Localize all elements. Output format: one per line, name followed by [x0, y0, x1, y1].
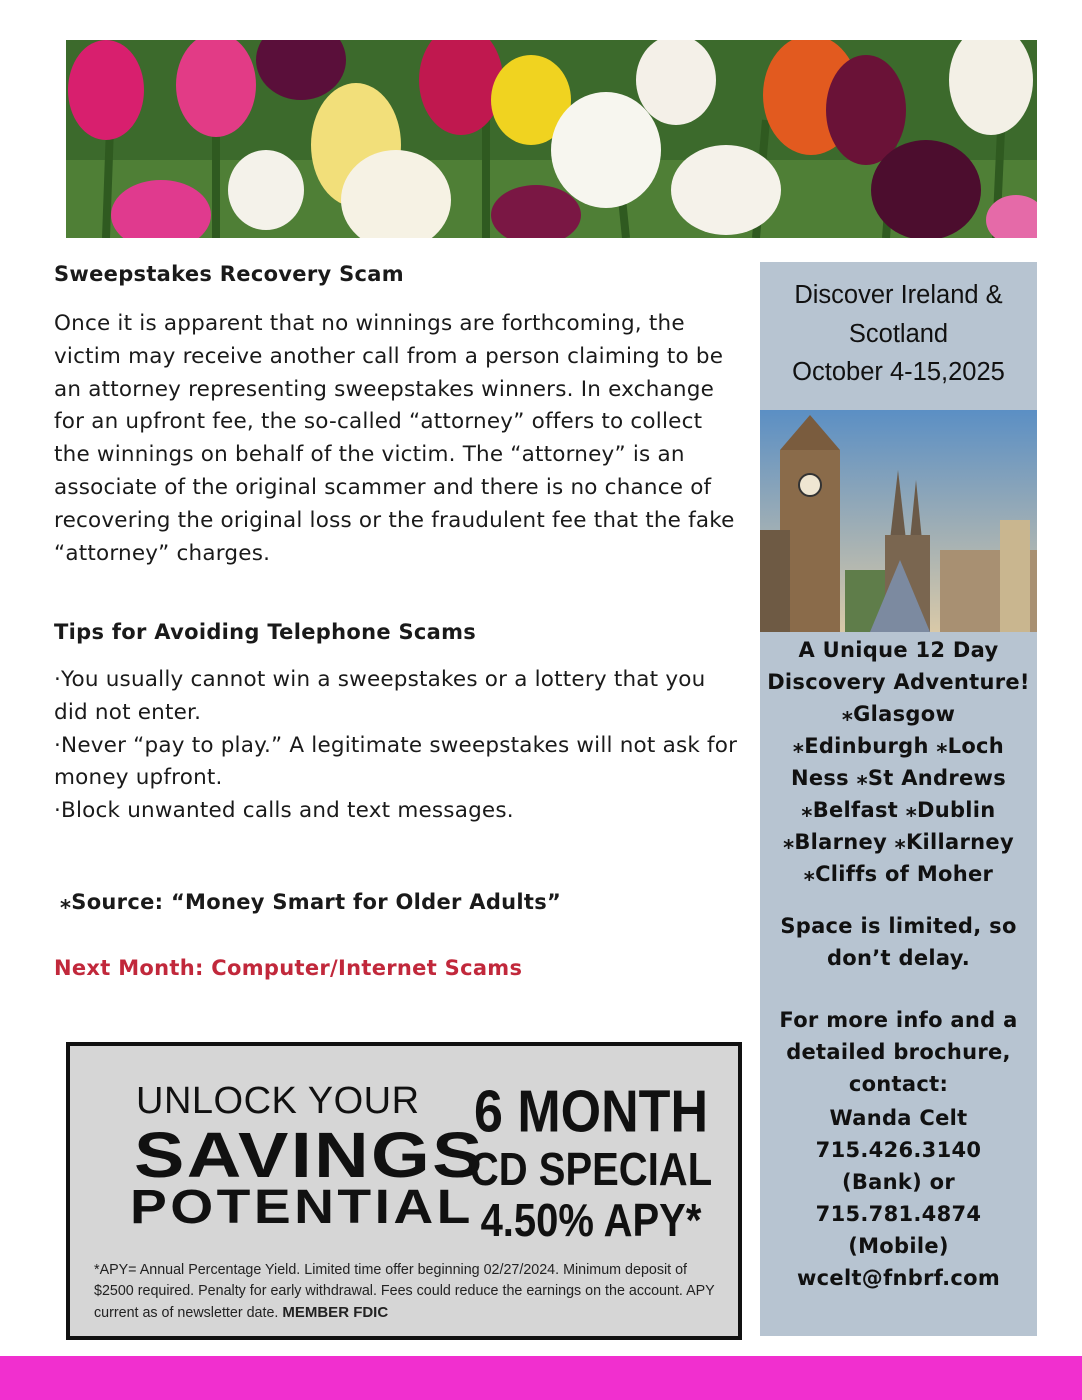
trip-itinerary [760, 634, 1037, 890]
itinerary-line: ⁎Belfast ⁎Dublin [801, 798, 996, 822]
ad-disclaimer: *APY= Annual Percentage Yield. Limited time offer beginning 02/27/2024. Minimum deposit of $2500 required. Penalty for early withdrawal. Fees could reduce the earnings on the account. APY current as of newsletter date. [94, 1262, 715, 1321]
ad-headline-unlock: UNLOCK YOUR [136, 1080, 420, 1122]
tip-item: ·Block unwanted calls and text messages. [54, 798, 514, 824]
contact-phone-label: (Bank) or [841, 1170, 956, 1194]
tulip-banner-image [66, 40, 1037, 238]
source-citation: ⁎Source: “Money Smart for Older Adults” [60, 890, 562, 914]
itinerary-line: ⁎Edinburgh ⁎Loch [792, 734, 1005, 758]
itinerary-line: ⁎Glasgow [841, 702, 956, 726]
itinerary-line: ⁎Cliffs of Moher [803, 862, 994, 886]
space-limited-note [760, 910, 1037, 974]
member-fdic: MEMBER FDIC [282, 1304, 389, 1321]
trip-title-line: Discover Ireland & [794, 281, 1003, 309]
ad-offer-product: CD SPECIAL [469, 1144, 713, 1196]
tips-heading: Tips for Avoiding Telephone Scams [54, 620, 477, 644]
info-line: contact: [848, 1072, 949, 1096]
tulip-flowers-photo [66, 40, 1037, 238]
ad-offer-term: 6 MONTH [474, 1078, 708, 1146]
next-month-teaser: Next Month: Computer/Internet Scams [54, 956, 523, 980]
edinburgh-clock-tower-photo [760, 410, 1037, 632]
ad-headline-savings: SAVINGS [134, 1119, 485, 1191]
space-line: don’t delay. [826, 946, 971, 970]
itinerary-line: ⁎Blarney ⁎Killarney [783, 830, 1014, 854]
ad-headline-potential: POTENTIAL [130, 1181, 474, 1234]
ad-offer [460, 1078, 722, 1247]
tips-list [54, 664, 744, 828]
itinerary-line: Ness ⁎St Andrews [790, 766, 1007, 790]
cd-special-ad [66, 1042, 742, 1340]
itinerary-line: A Unique 12 Day [798, 638, 999, 662]
sweepstakes-paragraph: Once it is apparent that no winnings are forthcoming, the victim may receive another call from a person claiming to be an attorney representing sweepstakes winners. In exchange for an upfront fee, the so-called “attorney” offers to collect the winnings on behalf of the victim. The “attorney” is an associate of the original scammer and there is no chance of recovering the original loss or the fraudulent fee that the fake “attorney” charges. [54, 311, 735, 566]
ad-offer-rate: 4.50% APY* [480, 1195, 702, 1247]
tip-item: ·You usually cannot win a sweepstakes or a lottery that you did not enter. [54, 667, 706, 725]
trip-title [760, 276, 1037, 392]
contact-email[interactable]: wcelt@fnbrf.com [796, 1266, 1001, 1290]
travel-sidebar [760, 262, 1037, 1336]
contact-phone-mobile[interactable]: 715.781.4874 [815, 1202, 982, 1226]
info-line: For more info and a [779, 1008, 1018, 1032]
contact-phone-bank[interactable]: 715.426.3140 [815, 1138, 982, 1162]
itinerary-line: Discovery Adventure! [767, 670, 1030, 694]
footer-bar [0, 1356, 1082, 1400]
contact-details [760, 1102, 1037, 1294]
edinburgh-photo [760, 410, 1037, 632]
trip-dates: October 4-15,2025 [792, 358, 1005, 386]
info-line: detailed brochure, [786, 1040, 1011, 1064]
trip-title-line: Scotland [848, 319, 949, 348]
sweepstakes-heading: Sweepstakes Recovery Scam [54, 262, 404, 286]
contact-name: Wanda Celt [829, 1106, 968, 1130]
space-line: Space is limited, so [780, 914, 1017, 938]
contact-phone-label: (Mobile) [848, 1234, 949, 1258]
ad-fine-print [94, 1260, 724, 1324]
tip-item: ·Never “pay to play.” A legitimate sweepstakes will not ask for money upfront. [54, 732, 738, 791]
more-info-note [760, 1004, 1037, 1100]
